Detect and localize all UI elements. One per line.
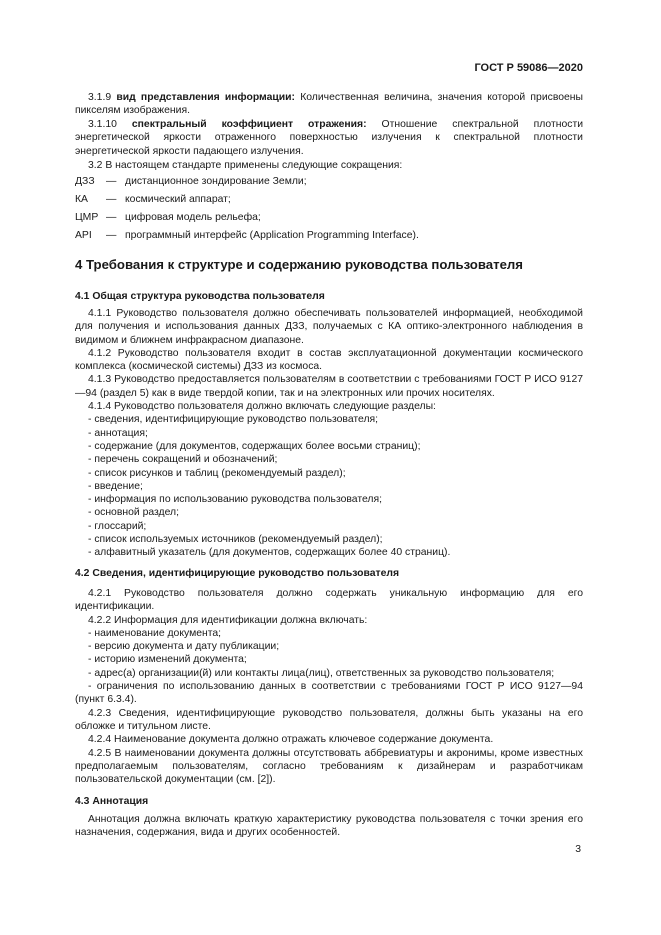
list-item: - ограничения по использованию данных в соответствии с требованиями ГОСТ Р ИСО 9127—94 (пункт 6.3.4). (75, 681, 583, 706)
clause-4-1-2: 4.1.2 Руководство пользователя входит в состав эксплуатационной документации космического комплекса (космической системы) ДЗЗ из космоса. (75, 347, 583, 373)
section-4-3-heading: 4.3 Аннотация (75, 796, 149, 807)
abbreviation-row: КА — космический аппарат; (75, 194, 231, 205)
abbreviation-row: API — программный интерфейс (Application Programming Interface). (75, 230, 419, 241)
clause-4-2-1: 4.2.1 Руководство пользователя должно содержать уникальную информацию для его идентификации. (75, 588, 583, 613)
list-item: - введение; (88, 480, 143, 492)
list-item: - список рисунков и таблиц (рекомендуемый раздел); (88, 467, 346, 479)
defined-term: вид представления информации: (116, 92, 295, 103)
abbreviation-list (75, 173, 583, 245)
clause-4-2-5: 4.2.5 В наименовании документа должны отсутствовать аббревиатуры и акронимы, кроме известных предполагаемым пользователям, согласно требованиям к дизайнерам и разработчикам пользовательской документации (см. [2]). (75, 747, 583, 786)
definition-text: Отношение спектральной плотности энергетической яркости отраженного поверхностью излучения к спектральной плотности энергетической яркости падающего излучения. (75, 119, 584, 157)
definition-3-1-10 (75, 118, 583, 158)
definition-text: Количественная величина, значения которой присвоены пикселям изображения. (75, 92, 584, 117)
section-4-2-body (75, 587, 583, 786)
clause-number: 3.1.10 (88, 119, 117, 130)
clause-number: 3.1.9 (88, 92, 112, 103)
abbreviation-row: ДЗЗ — дистанционное зондирование Земли; (75, 176, 307, 187)
clause-4-1-4: 4.1.4 Руководство пользователя должно включать следующие разделы: (88, 401, 436, 413)
list-item: - содержание (для документов, содержащих более восьми страниц); (88, 440, 421, 452)
list-item: - наименование документа; (88, 627, 222, 639)
list-item: - адрес(а) организации(й) или контакты лица(лиц), ответственных за руководство пользователя; (88, 667, 555, 679)
list-item: - историю изменений документа; (88, 654, 247, 666)
section-4-1-heading: 4.1 Общая структура руководства пользователя (75, 291, 325, 302)
list-item: - аннотация; (88, 427, 148, 439)
clause-3-2: 3.2 В настоящем стандарте применены следующие сокращения: (88, 160, 403, 171)
annotation-paragraph: Аннотация должна включать краткую характеристику руководства пользователя с точки зрения его назначения, содержания, вида и других особенностей. (75, 814, 583, 839)
clause-4-2-4: 4.2.4 Наименование документа должно отражать ключевое содержание документа. (88, 734, 494, 746)
section-4-2-heading: 4.2 Сведения, идентифицирующие руководство пользователя (75, 568, 400, 579)
list-item: - список используемых источников (рекомендуемый раздел); (88, 534, 383, 546)
clause-4-2-2: 4.2.2 Информация для идентификации должна включать: (88, 614, 368, 626)
list-item: - глоссарий; (88, 520, 147, 532)
page-number: 3 (575, 844, 581, 855)
clause-4-1-1: 4.1.1 Руководство пользователя должно обеспечивать пользователей информацией, необходимой для получения и использования данных ДЗЗ, получаемых с КА оптико-электронного наблюдения в видимом и ближнем инфракрасном диапазоне. (75, 308, 583, 346)
list-item: - версию документа и дату публикации; (88, 641, 280, 653)
clause-4-2-3: 4.2.3 Сведения, идентифицирующие руководство пользователя, должны быть указаны на его обложке и титульном листе. (75, 707, 583, 732)
list-item: - основной раздел; (88, 507, 179, 519)
list-item: - сведения, идентифицирующие руководство пользователя; (88, 414, 379, 426)
clause-4-1-3: 4.1.3 Руководство предоставляется пользователям в соответствии с требованиями ГОСТ Р ИСО 9127—94 (раздел 5) как в виде твердой копии, так и на электронных или прочих носителях. (75, 374, 583, 399)
list-item: - перечень сокращений и обозначений; (88, 454, 278, 466)
section-4-heading: 4 Требования к структуре и содержанию руководства пользователя (75, 257, 523, 272)
standard-number: ГОСТ Р 59086—2020 (474, 62, 583, 74)
abbreviation-row: ЦМР — цифровая модель рельефа; (75, 212, 261, 223)
list-item: - алфавитный указатель (для документов, содержащих более 40 страниц). (88, 547, 451, 559)
section-4-3-body (75, 813, 583, 840)
list-item: - информация по использованию руководства пользователя; (88, 494, 382, 506)
defined-term: спектральный коэффициент отражения: (131, 119, 367, 130)
section-4-1-body (75, 307, 583, 560)
definition-3-1-9 (75, 91, 583, 118)
